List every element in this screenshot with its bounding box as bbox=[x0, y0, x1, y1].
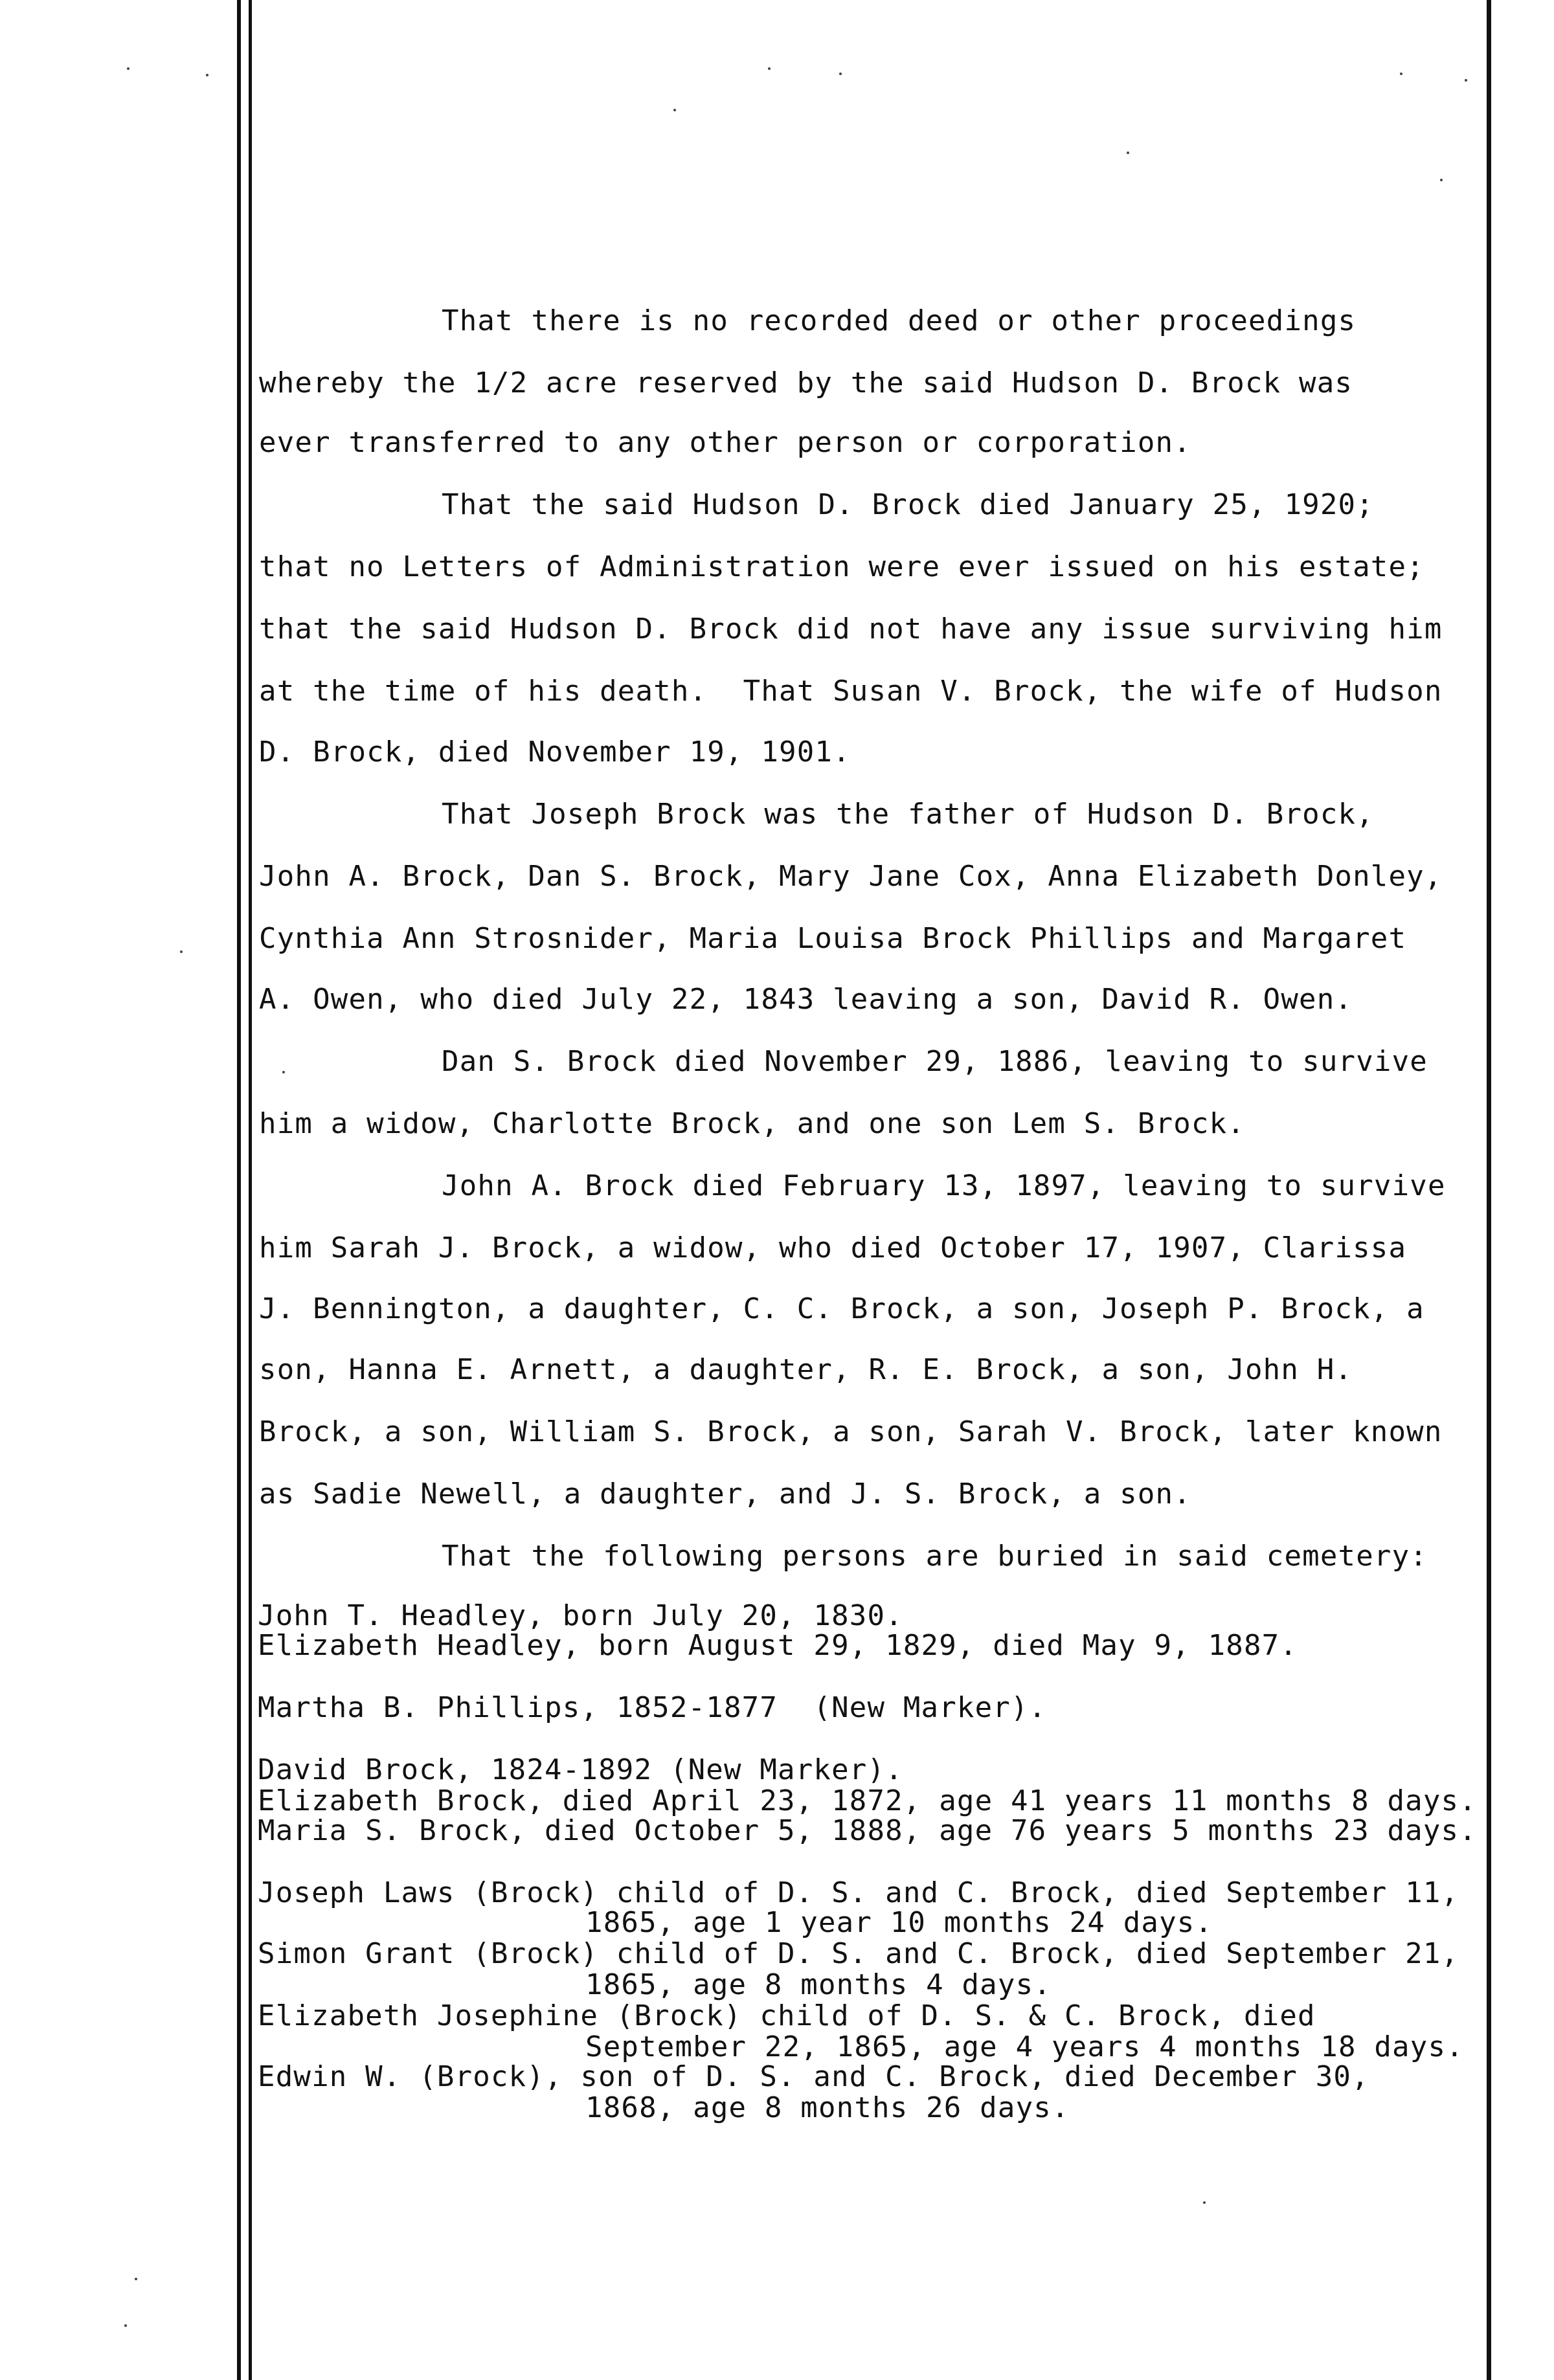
paragraph-3-line-3: Cynthia Ann Strosnider, Maria Louisa Brock Phillips and Margaret bbox=[259, 922, 1407, 955]
burial-entry: David Brock, 1824-1892 (New Marker). bbox=[258, 1753, 903, 1786]
paragraph-5-line-3: J. Bennington, a daughter, C. C. Brock, a son, Joseph P. Brock, a bbox=[259, 1292, 1424, 1325]
paragraph-2-line-4: at the time of his death. That Susan V. Brock, the wife of Hudson bbox=[259, 675, 1443, 708]
paragraph-3-line-4: A. Owen, who died July 22, 1843 leaving a son, David R. Owen. bbox=[259, 983, 1353, 1016]
burial-entry: Joseph Laws (Brock) child of D. S. and C. Brock, died September 11, bbox=[258, 1876, 1459, 1909]
burial-entry-continuation: 1865, age 8 months 4 days. bbox=[585, 1968, 1052, 2001]
burial-entry: Elizabeth Josephine (Brock) child of D. S. & C. Brock, died bbox=[258, 1999, 1316, 2032]
paragraph-3-line-2: John A. Brock, Dan S. Brock, Mary Jane Cox, Anna Elizabeth Donley, bbox=[259, 860, 1443, 893]
paragraph-2-line-2: that no Letters of Administration were ever issued on his estate; bbox=[259, 550, 1424, 583]
burial-entry: Maria S. Brock, died October 5, 1888, age 76 years 5 months 23 days. bbox=[258, 1814, 1477, 1847]
paragraph-1-line-3: ever transferred to any other person or corporation. bbox=[259, 426, 1191, 459]
paragraph-2-line-1: That the said Hudson D. Brock died January 25, 1920; bbox=[442, 488, 1374, 521]
paragraph-5-line-1: John A. Brock died February 13, 1897, leaving to survive bbox=[442, 1169, 1446, 1202]
paragraph-2-line-3: that the said Hudson D. Brock did not have any issue surviving him bbox=[259, 612, 1443, 646]
paragraph-5-line-2: him Sarah J. Brock, a widow, who died October 17, 1907, Clarissa bbox=[259, 1231, 1407, 1264]
burial-entry: Elizabeth Brock, died April 23, 1872, age 41 years 11 months 8 days. bbox=[258, 1784, 1477, 1817]
paragraph-4-line-1: Dan S. Brock died November 29, 1886, leaving to survive bbox=[442, 1045, 1428, 1078]
paragraph-5-line-4: son, Hanna E. Arnett, a daughter, R. E. Brock, a son, John H. bbox=[259, 1353, 1353, 1386]
paragraph-1-line-2: whereby the 1/2 acre reserved by the said Hudson D. Brock was bbox=[259, 366, 1353, 399]
left-margin-rule-inner bbox=[249, 0, 252, 2380]
paragraph-2-line-5: D. Brock, died November 19, 1901. bbox=[259, 735, 851, 769]
paragraph-5-line-6: as Sadie Newell, a daughter, and J. S. Brock, a son. bbox=[259, 1477, 1191, 1510]
burial-entry-continuation: September 22, 1865, age 4 years 4 months 18 days. bbox=[585, 2030, 1464, 2063]
right-margin-rule bbox=[1487, 0, 1491, 2380]
burial-entry-continuation: 1868, age 8 months 26 days. bbox=[585, 2091, 1070, 2124]
burial-entry: Martha B. Phillips, 1852-1877 (New Marker). bbox=[258, 1691, 1047, 1724]
burial-entry: Simon Grant (Brock) child of D. S. and C. Brock, died September 21, bbox=[258, 1937, 1459, 1970]
burial-entry-continuation: 1865, age 1 year 10 months 24 days. bbox=[585, 1906, 1213, 1939]
paragraph-1-line-1: That there is no recorded deed or other proceedings bbox=[442, 304, 1357, 337]
burial-entry: Edwin W. (Brock), son of D. S. and C. Brock, died December 30, bbox=[258, 2060, 1369, 2093]
paragraph-4-line-2: him a widow, Charlotte Brock, and one son Lem S. Brock. bbox=[259, 1107, 1245, 1140]
paragraph-6-line-1: That the following persons are buried in said cemetery: bbox=[442, 1540, 1428, 1573]
burial-entry: Elizabeth Headley, born August 29, 1829, died May 9, 1887. bbox=[258, 1629, 1298, 1662]
burial-entry: John T. Headley, born July 20, 1830. bbox=[258, 1599, 903, 1632]
left-margin-rule-outer bbox=[237, 0, 241, 2380]
paragraph-5-line-5: Brock, a son, William S. Brock, a son, Sarah V. Brock, later known bbox=[259, 1415, 1443, 1448]
paragraph-3-line-1: That Joseph Brock was the father of Hudson D. Brock, bbox=[442, 798, 1374, 831]
